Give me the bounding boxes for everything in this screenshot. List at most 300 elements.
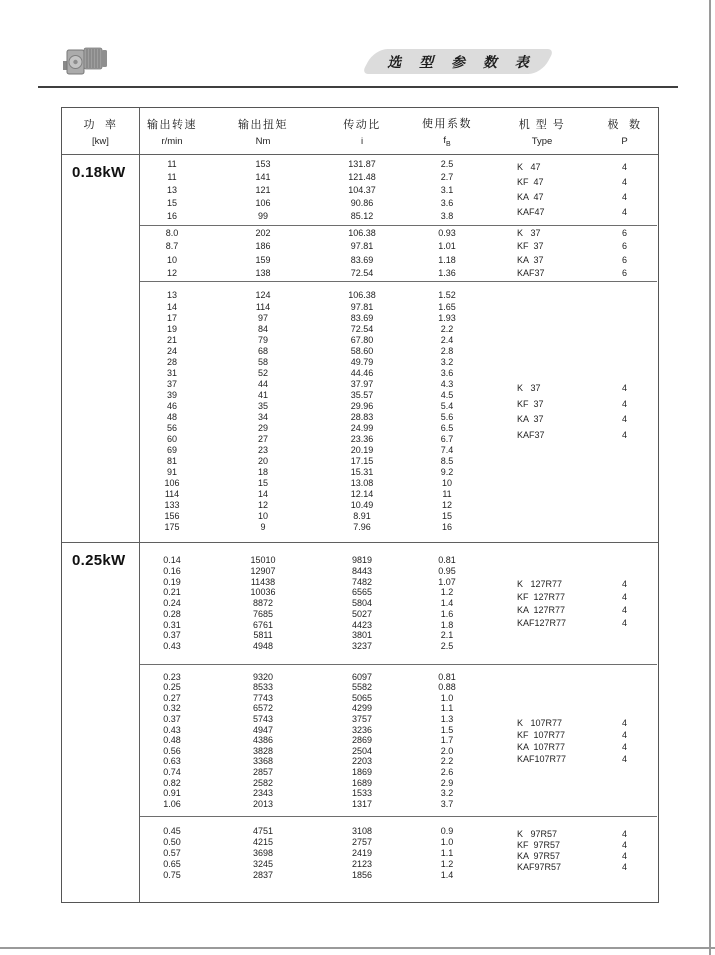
cell-ratio: 23.36	[350, 434, 374, 445]
model-type: KAF37	[517, 429, 545, 440]
power-section	[62, 155, 658, 542]
cell-torque: 2837	[252, 870, 274, 880]
cell-service-factor: 1.0	[440, 837, 454, 847]
cell-speed: 0.24	[163, 598, 181, 609]
cell-service-factor: 11	[442, 489, 452, 500]
column-torque	[204, 155, 322, 225]
model-type: KF 37	[517, 241, 544, 252]
cell-ratio: 83.69	[350, 254, 374, 265]
cell-torque: 3368	[252, 756, 274, 767]
cell-ratio: 44.46	[350, 367, 374, 378]
model-poles: 4	[621, 591, 627, 602]
model-poles: 4	[621, 192, 627, 202]
model-group	[492, 665, 657, 816]
cell-speed: 11	[167, 158, 177, 169]
cell-speed: 0.19	[163, 576, 181, 587]
column-service-factor	[402, 665, 492, 816]
cell-service-factor: 1.07	[438, 576, 456, 587]
cell-speed: 17	[166, 312, 177, 323]
cell-torque: 58	[257, 356, 268, 367]
cell-torque: 79	[257, 334, 268, 345]
cell-torque: 3698	[252, 848, 274, 858]
cell-ratio: 58.60	[350, 345, 374, 356]
column-torque	[204, 817, 322, 902]
power-label: 0.18kW	[72, 164, 126, 181]
cell-torque: 44	[257, 378, 268, 389]
cell-ratio: 67.80	[350, 334, 374, 345]
cell-service-factor: 2.9	[440, 777, 454, 788]
model-type: KAF37	[517, 267, 545, 278]
cell-service-factor: 15	[441, 511, 452, 522]
cell-service-factor: 4.3	[440, 378, 454, 389]
column-service-factor	[402, 543, 492, 664]
cell-speed: 24	[166, 345, 177, 356]
cell-ratio: 72.54	[350, 323, 374, 334]
cell-torque: 159	[255, 254, 271, 265]
column-service-factor	[402, 155, 492, 225]
cell-ratio: 8.91	[353, 511, 371, 522]
cell-service-factor: 2.1	[440, 630, 454, 641]
cell-ratio: 4423	[351, 619, 373, 630]
data-block	[140, 281, 657, 542]
cell-service-factor: 1.93	[438, 312, 456, 323]
cell-speed: 46	[166, 400, 177, 411]
model-poles: 4	[621, 383, 627, 393]
model-type: KA 37	[517, 254, 544, 265]
model-poles: 4	[621, 851, 627, 861]
cell-ratio: 1869	[351, 766, 373, 777]
cell-service-factor: 0.81	[438, 554, 456, 565]
model-type: KF 127R77	[517, 591, 566, 602]
model-type: K 97R57	[517, 829, 558, 839]
cell-ratio: 6565	[351, 587, 373, 598]
cell-torque: 10036	[250, 587, 276, 598]
cell-speed: 8.7	[165, 241, 179, 252]
cell-torque: 2013	[252, 798, 274, 809]
model-type: KAF107R77	[517, 753, 567, 764]
cell-ratio: 83.69	[350, 312, 374, 323]
cell-speed: 0.48	[163, 735, 181, 746]
cell-ratio: 15.31	[350, 467, 374, 478]
cell-speed: 0.37	[163, 714, 181, 725]
model-poles: 6	[621, 267, 627, 278]
cell-speed: 0.43	[163, 724, 181, 735]
cell-ratio: 97.81	[350, 241, 374, 252]
cell-speed: 10	[166, 254, 177, 265]
cell-ratio: 131.87	[348, 158, 376, 169]
model-poles: 4	[621, 717, 627, 728]
cell-service-factor: 3.8	[440, 210, 454, 221]
header-ratio: 传动比 i	[343, 118, 381, 147]
cell-ratio: 106.38	[348, 227, 376, 238]
page-edge-right	[709, 0, 711, 955]
cell-torque: 99	[257, 210, 268, 221]
column-speed	[140, 226, 204, 281]
column-ratio	[322, 817, 402, 902]
model-poles: 4	[621, 398, 627, 409]
page-title: 选 型 参 数 表	[387, 53, 536, 70]
cell-ratio: 29.96	[350, 400, 374, 411]
cell-speed: 0.56	[163, 745, 181, 756]
cell-speed: 0.43	[163, 641, 181, 652]
cell-speed: 12	[166, 267, 177, 278]
cell-ratio: 2123	[351, 859, 373, 869]
cell-speed: 0.45	[163, 826, 181, 836]
cell-torque: 9	[260, 522, 266, 533]
cell-service-factor: 1.18	[438, 254, 456, 265]
cell-speed: 0.57	[163, 848, 181, 858]
cell-ratio: 5027	[351, 608, 373, 619]
cell-torque: 106	[255, 197, 271, 208]
model-type: KF 97R57	[517, 840, 561, 850]
cell-speed: 114	[164, 489, 180, 500]
data-block	[140, 816, 657, 902]
cell-ratio: 3757	[351, 714, 373, 725]
cell-service-factor: 3.6	[440, 367, 454, 378]
cell-ratio: 3108	[351, 826, 373, 836]
cell-service-factor: 1.36	[438, 267, 456, 278]
cell-torque: 34	[257, 412, 268, 422]
power-section	[62, 542, 658, 902]
cell-service-factor: 1.3	[440, 714, 454, 725]
cell-torque: 7685	[252, 608, 274, 619]
cell-speed: 175	[164, 522, 180, 533]
model-group	[492, 155, 657, 225]
column-ratio	[322, 665, 402, 816]
cell-torque: 97	[257, 312, 268, 323]
cell-torque: 2343	[252, 788, 274, 799]
cell-service-factor: 0.93	[438, 227, 456, 238]
cell-speed: 0.25	[163, 682, 181, 693]
cell-service-factor: 1.7	[440, 735, 454, 746]
model-type: KAF47	[517, 207, 545, 217]
cell-ratio: 5804	[351, 598, 373, 609]
block-list	[140, 155, 657, 542]
cell-torque: 6761	[252, 619, 274, 630]
model-poles: 4	[621, 862, 627, 872]
model-type: K 127R77	[517, 578, 563, 589]
cell-torque: 5743	[252, 714, 274, 725]
cell-torque: 14	[257, 489, 268, 500]
column-speed	[140, 282, 204, 542]
header-speed: 输出转速 r/min	[147, 118, 197, 147]
cell-speed: 133	[164, 500, 180, 511]
column-service-factor	[402, 817, 492, 902]
cell-speed: 81	[166, 456, 177, 467]
cell-torque: 202	[255, 227, 271, 238]
cell-service-factor: 0.88	[438, 682, 456, 693]
header-poles: 极 数 P	[607, 118, 642, 147]
model-poles: 6	[621, 241, 627, 252]
cell-speed: 0.16	[163, 565, 181, 576]
cell-service-factor: 1.0	[440, 692, 454, 703]
data-block	[140, 543, 657, 664]
cell-ratio: 7482	[351, 576, 373, 587]
header-power: 功 率 [kw]	[62, 108, 140, 154]
cell-speed: 19	[166, 323, 177, 334]
cell-torque: 8872	[252, 598, 274, 609]
cell-torque: 186	[255, 241, 271, 252]
cell-torque: 11438	[250, 576, 276, 587]
cell-ratio: 1533	[351, 788, 373, 799]
cell-torque: 12907	[250, 565, 276, 576]
column-torque	[204, 226, 322, 281]
model-type: KAF127R77	[517, 617, 567, 628]
cell-torque: 84	[257, 323, 268, 334]
cell-ratio: 97.81	[350, 301, 374, 312]
cell-speed: 69	[166, 445, 177, 456]
cell-service-factor: 1.52	[438, 290, 456, 301]
model-type: KAF97R57	[517, 862, 562, 872]
cell-ratio: 13.08	[350, 478, 374, 489]
cell-speed: 106	[164, 478, 180, 489]
model-poles: 4	[621, 429, 627, 440]
cell-speed: 0.31	[163, 619, 181, 630]
cell-service-factor: 3.6	[440, 197, 454, 208]
cell-service-factor: 3.7	[440, 798, 454, 809]
cell-ratio: 6097	[351, 671, 373, 682]
cell-torque: 4215	[252, 837, 274, 847]
cell-service-factor: 1.1	[440, 703, 454, 714]
cell-torque: 27	[257, 434, 268, 445]
cell-service-factor: 3.2	[440, 356, 454, 367]
power-column	[62, 543, 140, 902]
model-poles: 4	[621, 729, 627, 740]
cell-service-factor: 2.2	[440, 756, 454, 767]
cell-speed: 1.06	[163, 798, 181, 809]
column-service-factor	[402, 226, 492, 281]
cell-torque: 2857	[252, 766, 274, 777]
cell-ratio: 1317	[351, 798, 373, 809]
cell-torque: 4947	[252, 724, 274, 735]
cell-ratio: 2419	[351, 848, 373, 858]
cell-torque: 3245	[252, 859, 274, 869]
model-type: K 37	[517, 227, 541, 238]
cell-speed: 37	[166, 378, 177, 389]
model-poles: 4	[621, 840, 627, 850]
cell-torque: 4386	[252, 735, 274, 746]
cell-ratio: 3236	[351, 724, 373, 735]
cell-speed: 16	[166, 210, 177, 221]
cell-torque: 20	[257, 456, 268, 467]
model-type: KA 127R77	[517, 604, 566, 615]
cell-torque: 138	[255, 267, 271, 278]
cell-ratio: 3237	[351, 641, 373, 652]
cell-speed: 0.28	[163, 608, 181, 619]
cell-ratio: 37.97	[350, 378, 374, 389]
column-torque	[204, 282, 322, 542]
cell-torque: 153	[255, 158, 271, 169]
header-rule	[38, 86, 678, 88]
cell-speed: 11	[167, 171, 177, 182]
cell-ratio: 106.38	[348, 290, 376, 301]
model-poles: 4	[621, 741, 627, 752]
cell-speed: 0.32	[163, 703, 181, 714]
cell-ratio: 24.99	[350, 423, 374, 434]
model-type: KA 107R77	[517, 741, 566, 752]
cell-ratio: 1856	[351, 870, 373, 880]
cell-service-factor: 2.5	[440, 158, 454, 169]
cell-torque: 68	[257, 345, 268, 356]
cell-service-factor: 10	[441, 478, 452, 489]
cell-service-factor: 2.7	[440, 171, 454, 182]
cell-ratio: 104.37	[348, 184, 376, 195]
power-column	[62, 155, 140, 542]
cell-service-factor: 5.4	[440, 400, 454, 411]
cell-service-factor: 2.8	[440, 345, 454, 356]
cell-torque: 15	[257, 478, 268, 489]
data-block	[140, 664, 657, 816]
cell-service-factor: 2.5	[440, 641, 454, 652]
cell-ratio: 2869	[351, 735, 373, 746]
cell-speed: 0.50	[163, 837, 181, 847]
cell-service-factor: 2.0	[440, 745, 454, 756]
cell-torque: 7743	[252, 692, 274, 703]
cell-ratio: 49.79	[350, 356, 374, 367]
cell-ratio: 2757	[351, 837, 373, 847]
model-poles: 6	[621, 227, 627, 238]
cell-ratio: 2504	[351, 745, 373, 756]
cell-torque: 8533	[252, 682, 274, 693]
model-type: KF 47	[517, 177, 544, 187]
model-poles: 4	[621, 829, 627, 839]
cell-ratio: 7.96	[353, 522, 371, 533]
table-header	[62, 108, 658, 155]
model-poles: 4	[621, 753, 627, 764]
cell-speed: 39	[166, 389, 177, 400]
column-speed	[140, 817, 204, 902]
gearmotor-photo-icon	[62, 41, 112, 81]
cell-torque: 4751	[252, 826, 274, 836]
cell-ratio: 10.49	[350, 500, 374, 511]
column-speed	[140, 155, 204, 225]
table-body	[62, 155, 658, 902]
cell-torque: 121	[255, 184, 271, 195]
column-service-factor	[402, 282, 492, 542]
cell-service-factor: 1.1	[440, 848, 454, 858]
header-model: 机 型 号 Type	[518, 118, 566, 147]
cell-speed: 0.23	[163, 671, 181, 682]
cell-speed: 48	[166, 412, 177, 422]
model-type: KF 37	[517, 398, 544, 409]
cell-ratio: 12.14	[350, 489, 374, 500]
data-block	[140, 225, 657, 281]
cell-ratio: 35.57	[350, 389, 374, 400]
cell-service-factor: 4.5	[440, 389, 454, 400]
cell-service-factor: 9.2	[440, 467, 454, 478]
column-ratio	[322, 282, 402, 542]
column-torque	[204, 543, 322, 664]
column-speed	[140, 665, 204, 816]
cell-ratio: 9819	[351, 554, 373, 565]
model-type: KA 97R57	[517, 851, 561, 861]
model-type: K 37	[517, 383, 541, 393]
model-type: K 47	[517, 162, 541, 172]
model-type: KA 37	[517, 414, 544, 424]
cell-speed: 0.27	[163, 692, 181, 703]
cell-service-factor: 0.81	[438, 671, 456, 682]
cell-ratio: 1689	[351, 777, 373, 788]
cell-service-factor: 1.5	[440, 724, 454, 735]
cell-service-factor: 1.01	[438, 241, 456, 252]
cell-service-factor: 3.1	[440, 184, 454, 195]
cell-ratio: 4299	[351, 703, 373, 714]
cell-service-factor: 3.2	[440, 788, 454, 799]
cell-torque: 18	[257, 467, 268, 478]
cell-speed: 8.0	[165, 227, 179, 238]
model-poles: 4	[621, 578, 627, 589]
cell-speed: 0.21	[163, 587, 181, 598]
model-poles: 4	[621, 617, 627, 628]
cell-speed: 13	[166, 184, 177, 195]
cell-service-factor: 6.7	[440, 434, 454, 445]
cell-service-factor: 12	[441, 500, 452, 511]
model-poles: 4	[621, 604, 627, 615]
cell-torque: 3828	[252, 745, 274, 756]
cell-torque: 29	[257, 423, 268, 434]
cell-speed: 0.74	[163, 766, 181, 777]
cell-ratio: 90.86	[350, 197, 374, 208]
model-poles: 4	[621, 162, 627, 172]
cell-torque: 12	[257, 500, 268, 511]
model-type: KF 107R77	[517, 729, 566, 740]
cell-service-factor: 1.2	[440, 859, 454, 869]
model-poles: 6	[621, 254, 627, 265]
cell-torque: 35	[257, 400, 268, 411]
cell-speed: 0.91	[163, 788, 181, 799]
cell-torque: 52	[257, 367, 268, 378]
cell-speed: 0.82	[163, 777, 181, 788]
power-label: 0.25kW	[72, 552, 126, 569]
cell-service-factor: 1.4	[440, 870, 454, 880]
cell-speed: 0.37	[163, 630, 181, 641]
cell-service-factor: 1.4	[440, 598, 454, 609]
cell-service-factor: 7.4	[440, 445, 454, 456]
cell-speed: 14	[166, 301, 177, 312]
cell-torque: 9320	[252, 671, 274, 682]
model-poles: 4	[621, 207, 627, 217]
cell-speed: 28	[166, 356, 177, 367]
cell-service-factor: 2.6	[440, 766, 454, 777]
cell-speed: 21	[166, 334, 177, 345]
cell-torque: 4948	[252, 641, 274, 652]
cell-service-factor: 1.6	[440, 608, 454, 619]
cell-torque: 15010	[250, 554, 276, 565]
cell-torque: 41	[257, 389, 268, 400]
cell-torque: 23	[257, 445, 268, 456]
cell-speed: 156	[164, 511, 180, 522]
cell-ratio: 2203	[351, 756, 373, 767]
data-block	[140, 155, 657, 225]
cell-ratio: 20.19	[350, 445, 374, 456]
model-group	[492, 226, 657, 281]
cell-speed: 13	[166, 290, 177, 301]
cell-speed: 15	[166, 197, 177, 208]
model-group	[492, 543, 657, 664]
cell-speed: 0.65	[163, 859, 181, 869]
cell-speed: 0.14	[163, 554, 181, 565]
cell-torque: 2582	[252, 777, 274, 788]
model-type: KA 47	[517, 192, 544, 202]
column-torque	[204, 665, 322, 816]
cell-speed: 0.75	[163, 870, 181, 880]
cell-ratio: 17.15	[350, 456, 374, 467]
model-group	[492, 282, 657, 542]
page-edge-bottom	[0, 947, 715, 949]
cell-service-factor: 1.8	[440, 619, 454, 630]
cell-ratio: 5065	[351, 692, 373, 703]
cell-speed: 91	[166, 467, 177, 478]
